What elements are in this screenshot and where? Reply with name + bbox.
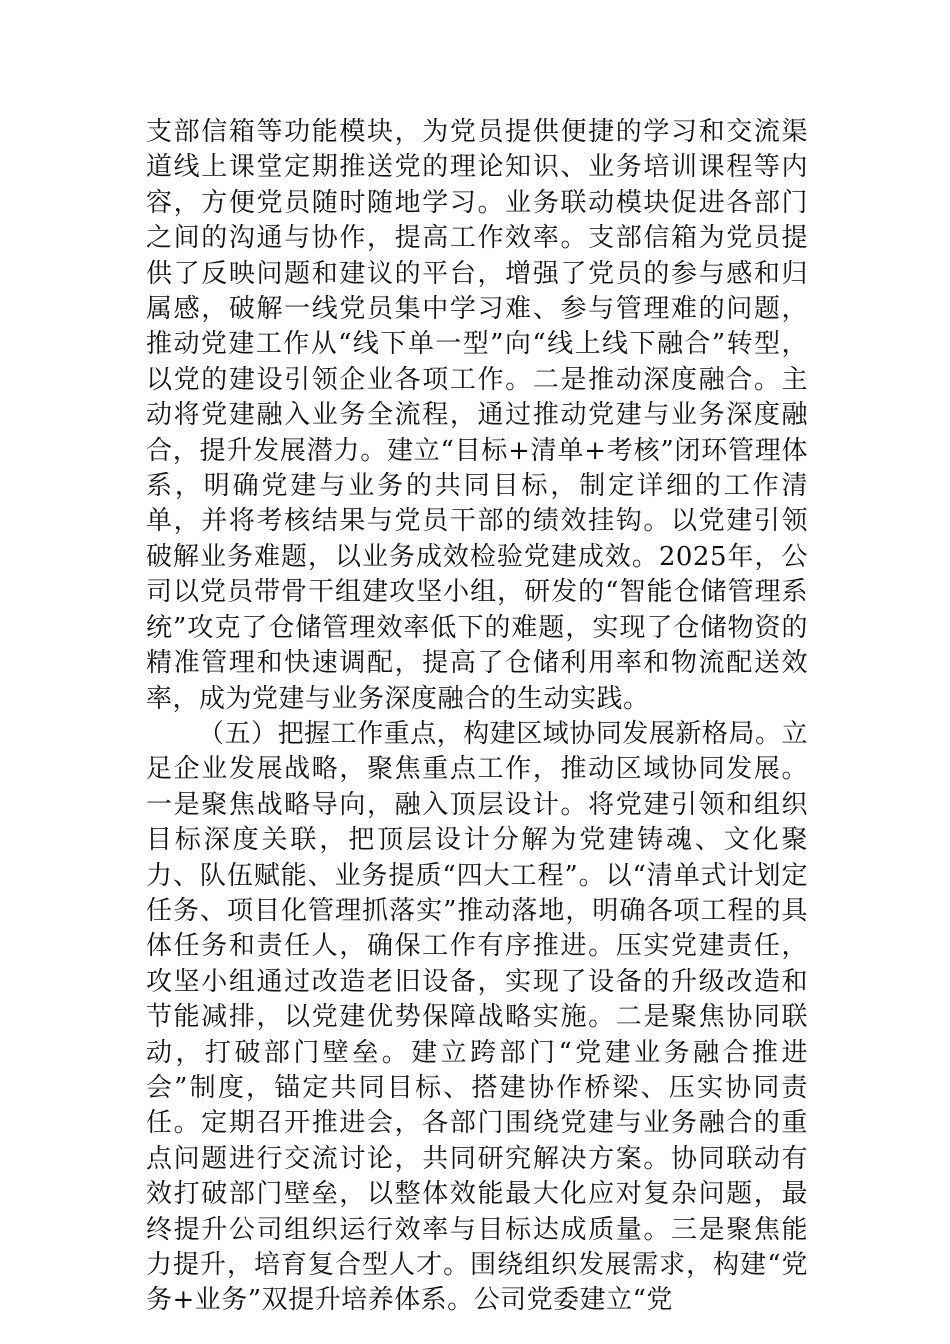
paragraph-section-five-regional-coordination: （五）把握工作重点，构建区域协同发展新格局。立足企业发展战略，聚焦重点工作，推动区域协同发展。一是聚焦战略导向，融入顶层设计。将党建引领和组织目标深度关联，把顶层设计分解为党建铸魂、文化聚力、队伍赋能、业务提质“四大工程”。以“清单式计划定任务、项目化管理抓落实”推动落地，明确各项工程的具体任务和责任人，确保工作有序推进。压实党建责任，攻坚小组通过改造老旧设备，实现了设备的升级改造和节能减排，以党建优势保障战略实施。二是聚焦协同联动，打破部门壁垒。建立跨部门“党建业务融合推进会”制度，锚定共同目标、搭建协作桥梁、压实协同责任。定期召开推进会，各部门围绕党建与业务融合的重点问题进行交流讨论，共同研究解决方案。协同联动有效打破部门壁垒，以整体效能最大化应对复杂问题，最终提升公司组织运行效率与目标达成质量。三是聚焦能力提升，培育复合型人才。围绕组织发展需求，构建“党务+业务”双提升培养体系。公司党委建立“党 [146, 718, 808, 1316]
paragraph-branch-mailbox-integration: 支部信箱等功能模块，为党员提供便捷的学习和交流渠道线上课堂定期推送党的理论知识、业务培训课程等内容，方便党员随时随地学习。业务联动模块促进各部门之间的沟通与协作，提高工作效率。支部信箱为党员提供了反映问题和建议的平台，增强了党员的参与感和归属感，破解一线党员集中学习难、参与管理难的问题，推动党建工作从“线下单一型”向“线上线下融合”转型，以党的建设引领企业各项工作。二是推动深度融合。主动将党建融入业务全流程，通过推动党建与业务深度融合，提升发展潜力。建立“目标+清单+考核”闭环管理体系，明确党建与业务的共同目标，制定详细的工作清单，并将考核结果与党员干部的绩效挂钩。以党建引领破解业务难题，以业务成效检验党建成效。2025年，公司以党员带骨干组建攻坚小组，研发的“智能仓储管理系统”攻克了仓储管理效率低下的难题，实现了仓储物资的精准管理和快速调配，提高了仓储利用率和物流配送效率，成为党建与业务深度融合的生动实践。 [146, 117, 808, 714]
document-body [146, 115, 808, 1319]
